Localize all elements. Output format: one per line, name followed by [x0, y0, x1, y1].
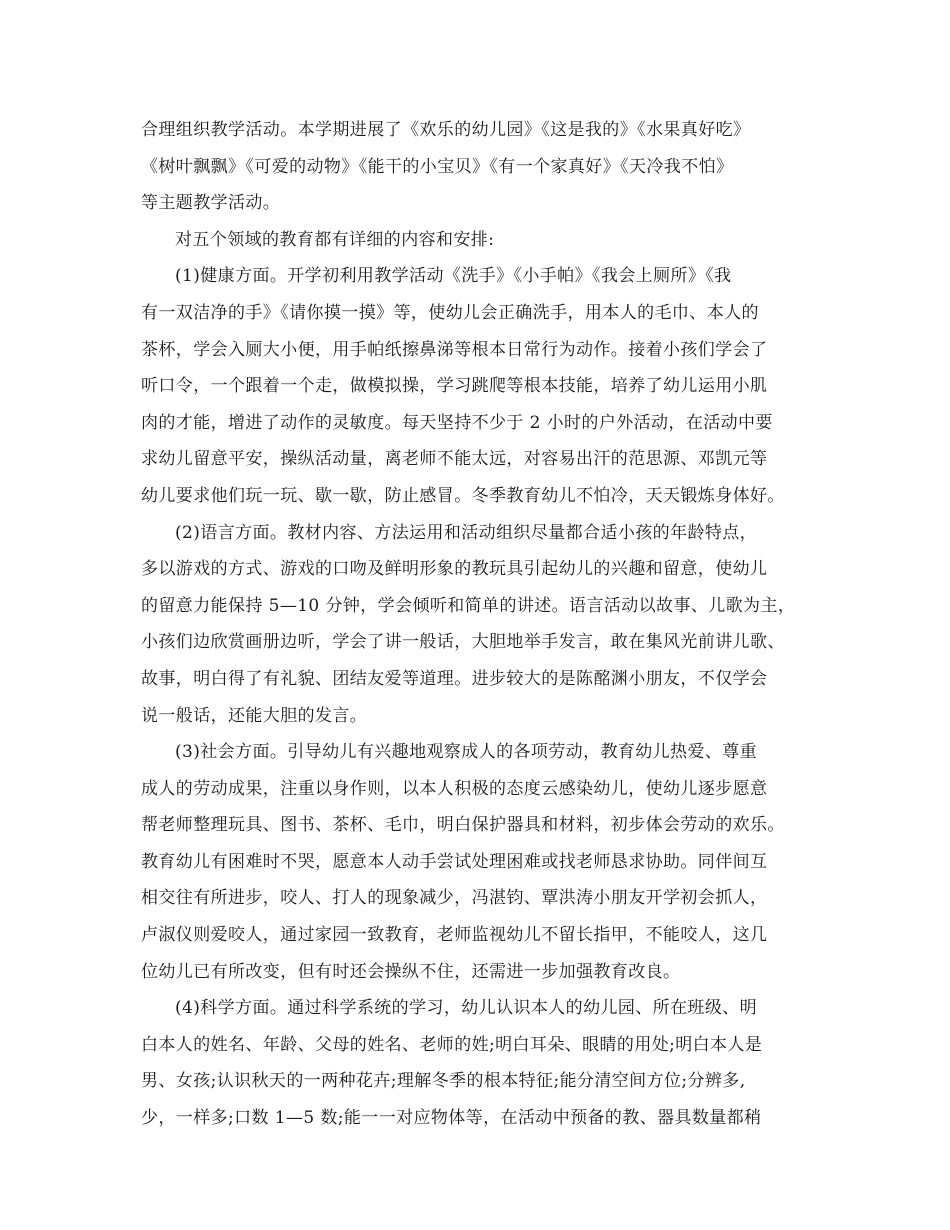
text-line: 教育幼儿有困难时不哭，愿意本人动手尝试处理困难或找老师恳求协助。同伴间互	[141, 851, 768, 872]
text-line: 听口令，一个跟着一个走，做模拟操，学习跳爬等根本技能，培养了幼儿运用小肌	[141, 376, 768, 397]
text-line: (2)语言方面。教材内容、方法运用和活动组织尽量都合适小孩的年龄特点，	[175, 522, 758, 543]
text-line: 故事，明白得了有礼貌、团结友爱等道理。进步较大的是陈酩渊小朋友，不仅学会	[141, 668, 768, 689]
text-line: 求幼儿留意平安，操纵活动量，离老师不能太远，对容易出汗的范思源、邓凯元等	[141, 449, 768, 470]
text-line: 合理组织教学活动。本学期进展了《欢乐的幼儿园》《这是我的》《水果真好吃》	[141, 120, 751, 140]
paragraph-language	[141, 515, 821, 735]
text-line: 茶杯，学会入厕大小便，用手帕纸擦鼻涕等根本日常行为动作。接着小孩们学会了	[141, 339, 768, 360]
text-line: (4)科学方面。通过科学系统的学习，幼儿认识本人的幼儿园、所在班级、明	[175, 998, 758, 1019]
text-line: 男、女孩;认识秋天的一两种花卉;理解冬季的根本特征;能分清空间方位;分辨多,	[141, 1071, 746, 1092]
text-line: 位幼儿已有所改变，但有时还会操纵不住，还需进一步加强教育改良。	[141, 961, 681, 982]
text-line: 帮老师整理玩具、图书、茶杯、毛巾，明白保护器具和材料，初步体会劳动的欢乐。	[141, 815, 785, 836]
document-body	[141, 112, 821, 1137]
text-line: 白本人的姓名、年龄、父母的姓名、老师的姓;明白耳朵、眼睛的用处;明白本人是	[141, 1034, 763, 1055]
text-line: 幼儿要求他们玩一玩、歇一歇，防止感冒。冬季教育幼儿不怕冷，天天锻炼身体好。	[141, 485, 785, 506]
text-line: 相交往有所进步，咬人、打人的现象减少，冯湛钧、覃洪涛小朋友开学初会抓人，	[141, 888, 768, 909]
paragraph-intro-activities	[141, 112, 821, 222]
paragraph-society	[141, 734, 821, 990]
text-line: 卢淑仪则爱咬人，通过家园一致教育，老师监视幼儿不留长指甲，不能咬人，这几	[141, 925, 768, 946]
text-line: (3)社会方面。引导幼儿有兴趣地观察成人的各项劳动，教育幼儿热爱、尊重	[175, 742, 758, 763]
text-line: 《树叶飘飘》《可爱的动物》《能干的小宝贝》《有一个家真好》《天冷我不怕》	[141, 156, 734, 177]
text-line: 小孩们边欣赏画册边听，学会了讲一般话，大胆地举手发言，敢在集风光前讲儿歌、	[141, 632, 785, 653]
text-line: 的留意力能保持 5—10 分钟，学会倾听和简单的讲述。语言活动以故事、儿歌为主，	[141, 595, 796, 616]
text-line: (1)健康方面。开学初利用教学活动《洗手》《小手帕》《我会上厕所》《我	[175, 266, 732, 287]
text-line: 少，一样多;口数 1—5 数;能一一对应物体等，在活动中预备的教、器具数量都稍	[141, 1108, 762, 1129]
paragraph-science	[141, 990, 821, 1136]
paragraph-five-domains	[141, 222, 821, 259]
text-line: 肉的才能，增进了动作的灵敏度。每天坚持不少于 2 小时的户外活动，在活动中要	[141, 412, 773, 433]
text-line: 对五个领域的教育都有详细的内容和安排:	[175, 229, 495, 250]
text-line: 成人的劳动成果，注重以身作则，以本人积极的态度云感染幼儿，使幼儿逐步愿意	[141, 778, 768, 799]
paragraph-health	[141, 258, 821, 514]
text-line: 多以游戏的方式、游戏的口吻及鲜明形象的教玩具引起幼儿的兴趣和留意，使幼儿	[141, 559, 768, 580]
text-line: 说一般话，还能大胆的发言。	[141, 705, 368, 726]
text-line: 有一双洁净的手》《请你摸一摸》等，使幼儿会正确洗手，用本人的毛巾、本人的	[141, 302, 759, 323]
text-line: 等主题教学活动。	[141, 193, 281, 214]
